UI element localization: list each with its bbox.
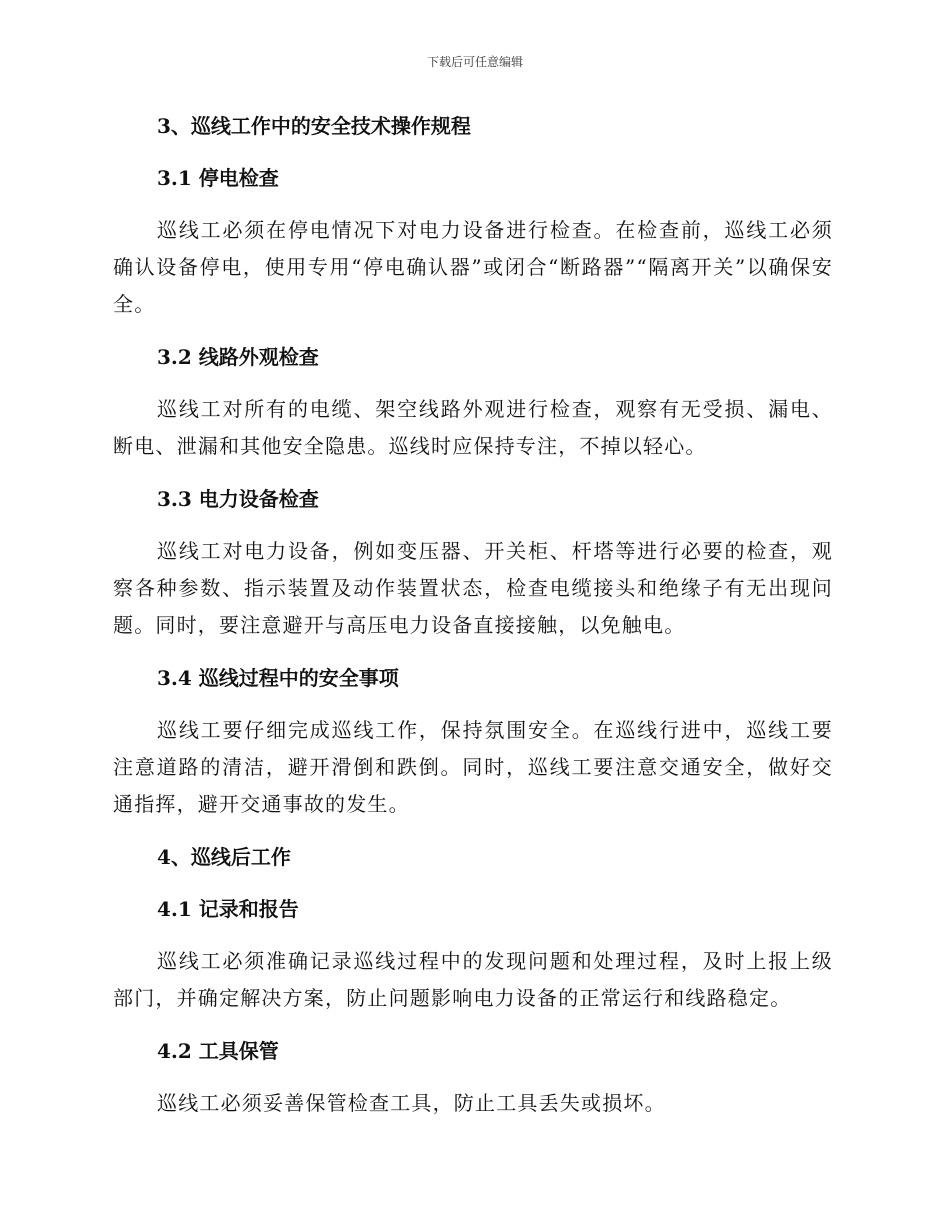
paragraph-4-1: 巡线工必须准确记录巡线过程中的发现问题和处理过程，及时上报上级部门，并确定解决方案，防止问题影响电力设备的正常运行和线路稳定。 <box>113 949 833 1010</box>
section-heading-3: 3、巡线工作中的安全技术操作规程 <box>157 114 471 138</box>
paragraph-3-1: 巡线工必须在停电情况下对电力设备进行检查。在检查前，巡线工必须确认设备停电，使用专用“停电确认器”或闭合“断路器”“隔离开关”以确保安全。 <box>113 218 833 316</box>
paragraph-4-2: 巡线工必须妥善保管检查工具，防止工具丢失或损坏。 <box>157 1091 666 1115</box>
paragraph-3-2: 巡线工对所有的电缆、架空线路外观进行检查，观察有无受损、漏电、断电、泄漏和其他安全隐患。巡线时应保持专注，不掉以轻心。 <box>113 397 833 458</box>
subsection-heading-3-1: 3.1 停电检查 <box>157 166 279 190</box>
subsection-heading-4-2: 4.2 工具保管 <box>157 1039 279 1063</box>
subsection-heading-3-2: 3.2 线路外观检查 <box>157 345 319 369</box>
subsection-heading-3-3: 3.3 电力设备检查 <box>157 487 319 511</box>
paragraph-3-3: 巡线工对电力设备，例如变压器、开关柜、杆塔等进行必要的检查，观察各种参数、指示装置及动作装置状态，检查电缆接头和绝缘子有无出现问题。同时，要注意避开与高压电力设备直接接触，以免触电。 <box>113 539 833 637</box>
section-heading-4: 4、巡线后工作 <box>157 845 291 869</box>
page-header: 下载后可任意编辑 <box>426 55 523 69</box>
document-body <box>113 108 833 1138</box>
subsection-heading-3-4: 3.4 巡线过程中的安全事项 <box>157 666 399 690</box>
subsection-heading-4-1: 4.1 记录和报告 <box>157 897 299 921</box>
paragraph-3-4: 巡线工要仔细完成巡线工作，保持氛围安全。在巡线行进中，巡线工要注意道路的清洁，避开滑倒和跌倒。同时，巡线工要注意交通安全，做好交通指挥，避开交通事故的发生。 <box>113 718 833 816</box>
